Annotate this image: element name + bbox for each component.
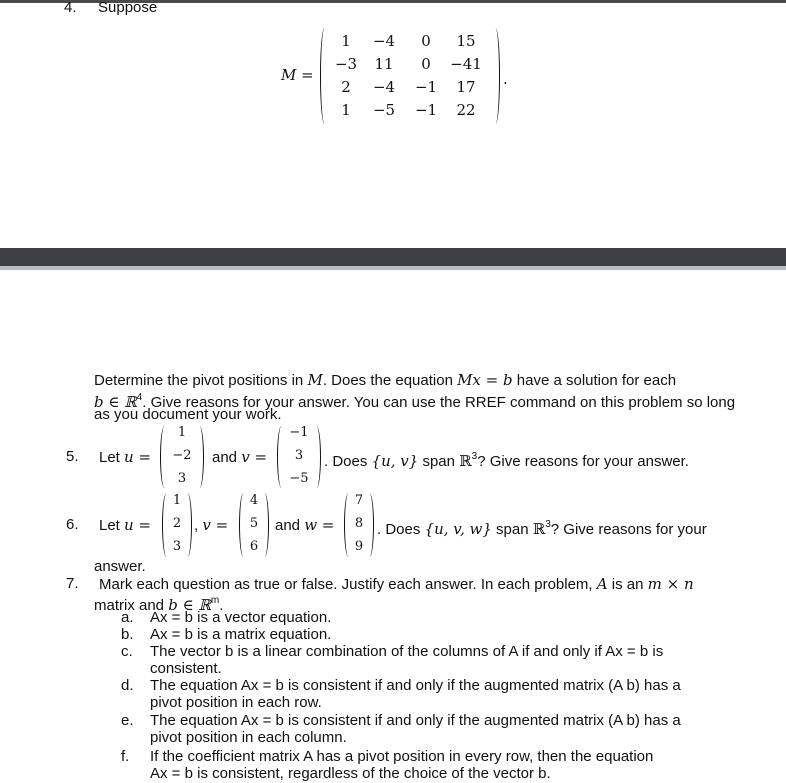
- matrix-name: M: [281, 66, 297, 84]
- q5-vector-u: 1 −2 3: [160, 426, 204, 488]
- q6-let: Let u =: [99, 516, 152, 534]
- q7-item-letter: a.: [121, 609, 134, 626]
- q7-item-letter: d.: [121, 677, 134, 694]
- matrix-cell: −41: [450, 55, 482, 73]
- q5-let: Let u =: [99, 448, 152, 466]
- q5-question: . Does {u, v} span ℝ$^3$? Give reasons for your answer.: [324, 451, 689, 470]
- matrix-cell: 0: [421, 55, 431, 73]
- matrix-cell: 17: [456, 78, 476, 96]
- matrix-cell: 0: [421, 32, 431, 50]
- q7-item-text: pivot position in each row.: [150, 694, 322, 711]
- q7-item-text: The equation Ax = b is consistent if and only if the augmented matrix (A b) has a: [150, 677, 681, 694]
- q4-task-line1: Determine the pivot positions in M. Does the equation Mx = b have a solution for each: [94, 371, 677, 389]
- matrix-cell: −4: [372, 32, 396, 50]
- q4-task-line3: as you document your work.: [94, 406, 282, 423]
- q4-task-line2: b ∈ ℝ$^4$. Give reasons for your answer. You can use the RREF command on this problem so long: [94, 392, 736, 411]
- matrix-cell: 1: [341, 101, 351, 119]
- matrix-period: .: [503, 70, 508, 88]
- matrix-cell: −3: [334, 55, 358, 73]
- q4-number: 4.: [64, 0, 77, 16]
- q6-vector-w: 7 8 9: [344, 493, 374, 557]
- q6-continuation: answer.: [94, 558, 146, 575]
- q4-lead: Suppose: [98, 0, 158, 16]
- q7-item-letter: f.: [121, 748, 130, 765]
- matrix-right-paren: [491, 28, 500, 124]
- matrix-cell: 11: [374, 55, 394, 73]
- q7-item-text: The equation Ax = b is consistent if and only if the augmented matrix (A b) has a: [150, 712, 681, 729]
- matrix-cell: −1: [414, 101, 438, 119]
- q6-vector-u: 1 2 3: [162, 493, 192, 557]
- q7-item-text: consistent.: [150, 660, 222, 677]
- matrix-cell: 2: [341, 78, 351, 96]
- q5-vector-v: −1 3 −5: [277, 426, 321, 488]
- q7-item-text: The vector b is a linear combination of the columns of A if and only if Ax = b is: [150, 643, 664, 660]
- matrix-cell: 15: [456, 32, 476, 50]
- matrix-cell: −5: [372, 101, 396, 119]
- q7-item-letter: c.: [121, 643, 133, 660]
- q7-item-text: Ax = b is a vector equation.: [150, 609, 332, 626]
- matrix-cell: 22: [456, 101, 476, 119]
- q7-intro-line1: Mark each question as true or false. Justify each answer. In each problem, A is an m × n: [99, 575, 694, 593]
- page-divider: [0, 248, 786, 270]
- q5-number: 5.: [66, 448, 79, 465]
- q7-item-text: pivot position in each column.: [150, 729, 347, 746]
- q7-item-letter: e.: [121, 712, 134, 729]
- q6-number: 6.: [66, 516, 79, 533]
- q7-item-text: Ax = b is a matrix equation.: [150, 626, 332, 643]
- matrix-cell: −1: [414, 78, 438, 96]
- matrix-cell: 1: [341, 32, 351, 50]
- matrix-m: [320, 28, 500, 124]
- q6-comma-v: , v =: [194, 516, 229, 534]
- q7-item-letter: b.: [121, 626, 134, 643]
- q7-intro-line2: matrix and b ∈ ℝ$^m$.: [94, 595, 224, 614]
- matrix-equals: =: [301, 66, 314, 84]
- q6-vector-v: 4 5 6: [239, 493, 269, 557]
- q7-item-text: Ax = b is consistent, regardless of the choice of the vector b.: [150, 765, 551, 782]
- q7-item-text: If the coefficient matrix A has a pivot position in every row, then the equation: [150, 748, 654, 765]
- q7-number: 7.: [66, 575, 79, 592]
- q5-and: and v =: [212, 448, 268, 466]
- q6-question: . Does {u, v, w} span ℝ$^3$? Give reasons for your: [377, 519, 707, 538]
- q6-and-w: and w =: [275, 516, 335, 534]
- matrix-cell: −4: [372, 78, 396, 96]
